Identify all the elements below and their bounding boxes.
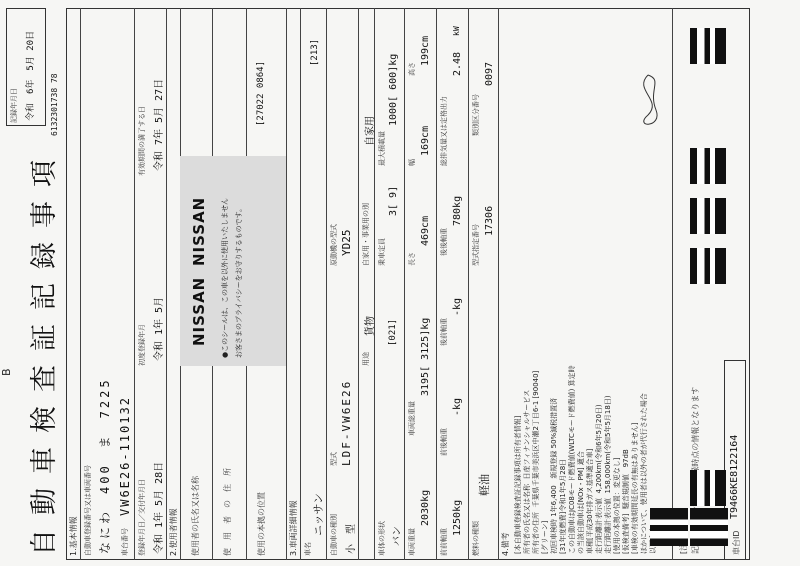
handwritten-loop-mark	[628, 70, 668, 130]
vehicle-section-title: 3.車両詳細情報	[289, 500, 298, 556]
model-label: 型式	[330, 452, 338, 466]
use-label: 用途	[362, 352, 370, 366]
expiry-value: 令和 7年 5月 27日	[154, 78, 165, 171]
model-value: LDF-VW6E26	[340, 379, 353, 466]
record-date-box	[6, 8, 46, 126]
base-location-label: 使用の本拠の位置	[257, 492, 266, 556]
height-label: 高さ	[408, 62, 416, 76]
seats-label: 乗車定員	[378, 238, 386, 266]
purpose-value: 自家用	[365, 116, 376, 146]
document-number: 6132301738 78	[50, 73, 59, 136]
user-name-label: 使用者の氏名又は名称	[191, 476, 200, 556]
type-value: 小 型	[346, 524, 357, 554]
first-reg-value: 令和 1年 5月	[154, 296, 165, 361]
chassis-label: 車台番号	[121, 528, 129, 556]
gross-label: 車両総重量	[408, 401, 416, 436]
gross-value: 3195[ 3125]kg	[420, 317, 431, 396]
qr-code-1	[690, 508, 728, 546]
qr-code-mid-1	[690, 148, 726, 184]
weight-value: 2030kg	[420, 489, 431, 526]
height-value: 199cm	[420, 35, 431, 66]
issue-value: 令和 1年 5月 28日	[154, 461, 165, 554]
qr-code-mid-2	[690, 198, 726, 234]
fr-value: -kg	[452, 397, 463, 416]
cert-label: 型式指定番号	[472, 224, 480, 266]
body-label: 車体の形状	[378, 521, 386, 556]
displacement-unit: kW	[452, 26, 461, 36]
rf-label: 後前軸重	[440, 318, 448, 346]
vehicle-id-label: 車台ID	[732, 530, 741, 555]
use-value: 貨物	[365, 316, 376, 336]
max-load-value: 1000[ 600]kg	[388, 53, 399, 126]
displacement-label: 総排気量又は定格出力	[440, 96, 448, 166]
class-label: 類別区分番号	[472, 94, 480, 136]
privacy-seal	[180, 156, 286, 366]
basic-section-title: 1.基本情報	[69, 516, 78, 556]
fuel-label: 燃料の種類	[472, 521, 480, 556]
base-location-code: [27022 0864]	[256, 60, 266, 126]
chassis-value: VW6E26-110132	[118, 396, 132, 516]
purpose-label: 自家用・事業用の別	[362, 203, 370, 266]
seal-line-2: お客さまのプライバシーをお守りするものです。	[235, 204, 243, 358]
first-reg-label: 初度登録年月	[138, 324, 146, 366]
maker-code: [213]	[310, 38, 320, 66]
nissan-logo-2: NISSAN	[190, 196, 208, 266]
seats-value: 3[ 9]	[388, 185, 399, 216]
engine-label: 原動機の型式	[330, 224, 338, 266]
length-label: 長さ	[408, 252, 416, 266]
record-date-label: 記録年月日	[10, 88, 18, 123]
class-value: 0097	[484, 61, 495, 86]
rf-value: -kg	[452, 297, 463, 316]
qr-code-2	[650, 508, 688, 546]
qr-code-top	[690, 28, 726, 64]
max-load-label: 最大積載量	[378, 131, 386, 166]
ff-label: 前前軸重	[440, 528, 448, 556]
rr-label: 後後軸重	[440, 228, 448, 256]
qr-code-mid-3	[690, 248, 726, 284]
maker-label: 車名	[304, 542, 312, 556]
width-label: 幅	[408, 159, 416, 166]
fr-label: 前後軸重	[440, 428, 448, 456]
ff-value: 1250kg	[452, 499, 463, 536]
qr-code-bottom	[690, 470, 726, 506]
displacement-value: 2.48	[452, 51, 463, 76]
cert-value: 17306	[484, 205, 495, 236]
user-address-label: 使 用 者 の 住 所	[223, 468, 232, 556]
width-value: 169cm	[420, 125, 431, 156]
reg-value: なにわ 400 ま 7225	[98, 377, 112, 554]
record-date-value: 令和 6年 5月 20日	[26, 30, 36, 121]
type-label: 自動車の種別	[330, 514, 338, 556]
b-mark: B	[0, 368, 13, 376]
vehicle-id-value: T9466KE8122164	[729, 434, 740, 519]
weight-label: 車両重量	[408, 528, 416, 556]
remarks-section-title: 4.備考	[501, 532, 510, 556]
reg-label: 自動車登録番号又は車両番号	[84, 465, 92, 556]
body-code: [021]	[388, 318, 398, 346]
fuel-value: 軽油	[478, 474, 491, 496]
user-section-title: 2.使用者情報	[169, 508, 178, 556]
document-title: 自動車検査証記録事項	[29, 146, 60, 556]
maker-value: ニッサン	[312, 492, 325, 536]
rr-value: 780kg	[452, 195, 463, 226]
nissan-logo: NISSAN	[190, 276, 208, 346]
body-value: バン	[392, 526, 403, 546]
remarks-text: [本自動車登録検査証記録事項は所有者情報] 所有者の氏名又は名称 日産フィナンシャルサービス 所有者の住所 千葉県千葉市美浜区中瀬2丁目6-1 [90040] [グリーン] 初回車検時 1年6,400 新規登録 50%減税措置済 [31年度燃費]令和1年5月28日 この自動車はJC08モード燃費値(WLTCモード燃費値) 算定時 の当該自動車は[NOx・PM] 適合 車種[平成30年排ガス基準適合車] 走行距離計表示値 4,200km(令和6年5月20日) 走行距離計表示値 158,000km(令和5年5月18日) [使用の本拠の位置：変更なし] [仮検査備考] 騒音規制値 97dB [車検の有効期間延長の有無はありません] ほかについて、使用者は以外の者が代行された場合	[514, 365, 648, 554]
issue-label: 登録年月日／交付年月日	[138, 479, 146, 556]
seal-line-1: ●このシールは、この車を以外に使用いたしません	[221, 198, 229, 358]
engine-value: YD25	[340, 229, 353, 256]
length-value: 469cm	[420, 215, 431, 246]
expiry-label: 有効期間の満了する日	[138, 106, 146, 176]
